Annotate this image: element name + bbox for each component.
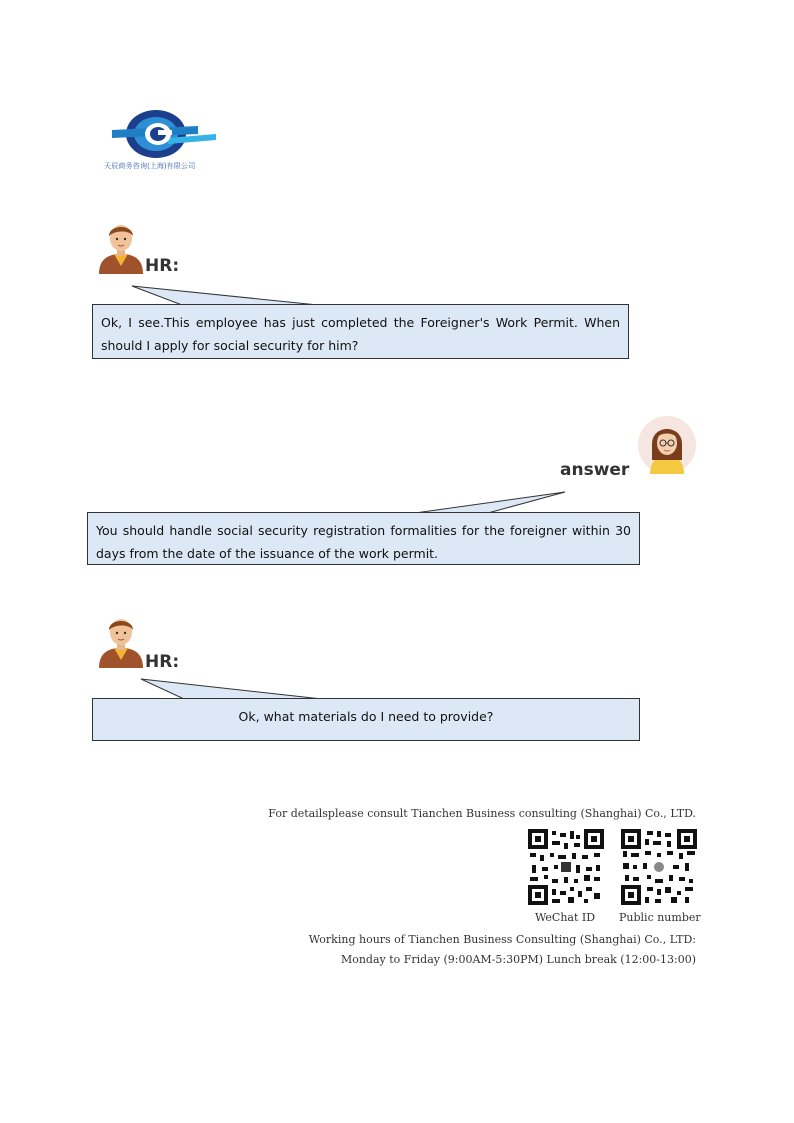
qr-label-public: Public number xyxy=(619,911,701,924)
working-hours-detail: Monday to Friday (9:00AM-5:30PM) Lunch break (12:00-13:00) xyxy=(340,953,696,966)
message-bubble: Ok, I see.This employee has just completed the Foreigner's Work Permit. When should I apply for social security for him? xyxy=(92,304,629,359)
working-hours-title: Working hours of Tianchen Business Consulting (Shanghai) Co., LTD: xyxy=(308,933,696,946)
company-logo-text: 天辰商务咨询(上海)有限公司 xyxy=(104,163,196,170)
message-bubble: Ok, what materials do I need to provide? xyxy=(92,698,640,741)
public-number-qr-code xyxy=(621,829,697,905)
consult-text: For detailsplease consult Tianchen Business consulting (Shanghai) Co., LTD. xyxy=(268,807,696,820)
speaker-label: HR: xyxy=(145,652,180,672)
wechat-qr-code xyxy=(528,829,604,905)
message-bubble: You should handle social security registration formalities for the foreigner within 30 days from the date of the issuance of the work permit. xyxy=(87,512,640,565)
speaker-label: HR: xyxy=(145,256,180,276)
qr-label-wechat: WeChat ID xyxy=(535,911,596,924)
speaker-label: answer xyxy=(560,460,630,480)
